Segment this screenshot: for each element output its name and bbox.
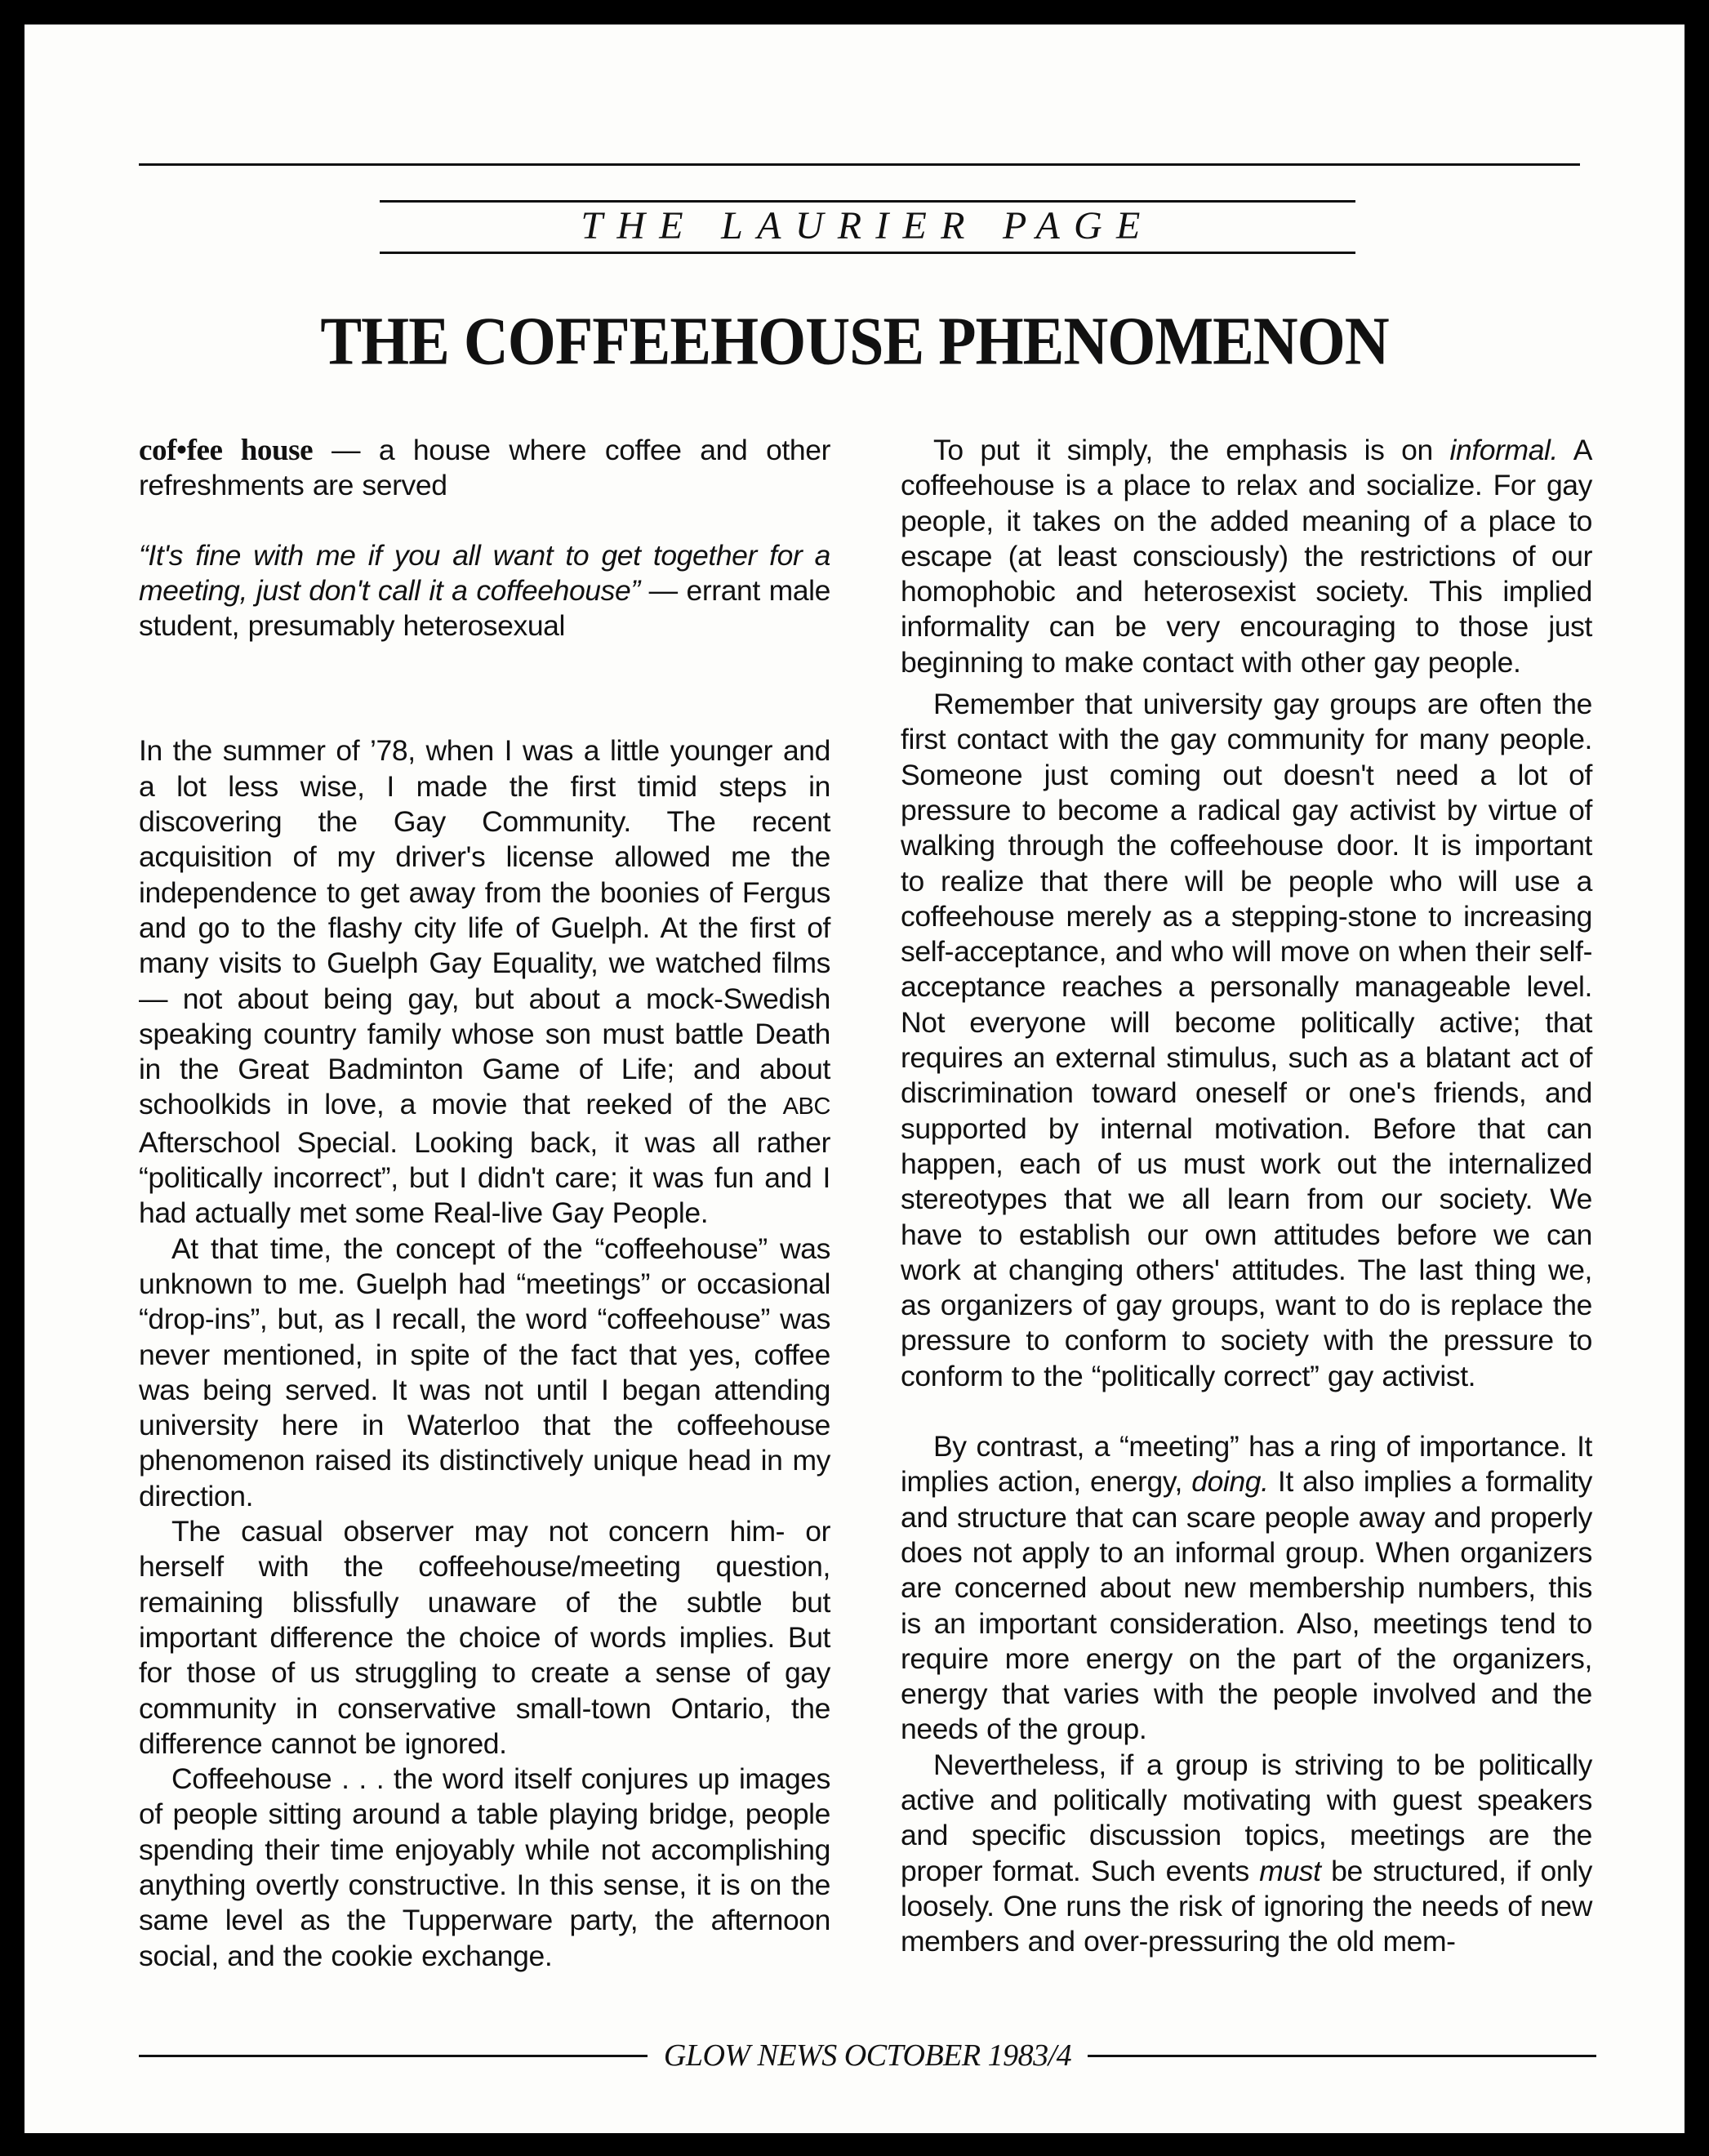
article-headline: THE COFFEEHOUSE PHENOMENON [320, 303, 1389, 380]
epigraph-attribution: — errant male student, presumably heterosexual [139, 573, 831, 643]
epigraph [139, 538, 830, 644]
section-masthead: THE LAURIER PAGE [380, 200, 1355, 254]
paragraph: The casual observer may not concern him- or herself with the coffeehouse/meeting question, remaining blissfully unaware of the subtle but important difference the choice of words implies. But for those of us struggling to create a sense of gay community in conservative small-town Ontario, the difference cannot be ignored. [139, 1515, 830, 1760]
footer-rule-left [139, 2055, 648, 2057]
footer-issue-text: GLOW NEWS OCTOBER 1983/4 [663, 2038, 1072, 2073]
paragraph: Remember that university gay groups are often the first contact with the gay community for many people. Someone just coming out doesn't need a lot of pressure to become a radical gay activist by virtue of walking through the coffeehouse door. It is important to realize that there will be people who will use a coffeehouse merely as a stepping-stone to increasing self-acceptance, and who will move on when their self-acceptance reaches a personally manageable level. Not everyone will become politically active; that requires an external stimulus, such as a blatant act of discrimination toward oneself or one's friends, and supported by internal motivation. Before that can happen, each of us must work out the internalized stereotypes that we all learn from our society. We have to establish our own attitudes before we can work at changing others' attitudes. The last thing we, as organizers of gay groups, want to do is replace the pressure to conform to society with the pressure to conform to the “politically correct” gay activist. [901, 688, 1592, 1392]
right-column [901, 433, 1592, 1959]
footer-rule-right [1088, 2055, 1596, 2057]
paragraph: By contrast, a “meeting” has a ring of importance. It implies action, energy, doing. It also implies a formality and structure that can scare people away and properly does not apply to an informal group. When organizers are concerned about new membership numbers, this is an important consideration. Also, meetings tend to require more energy on the part of the organizers, energy that varies with the people involved and the needs of the group. [901, 1430, 1592, 1746]
definition-text: — a house where coffee and other refreshments are served [139, 434, 831, 502]
newsletter-page [24, 24, 1685, 2133]
paragraph: Coffeehouse . . . the word itself conjures up images of people sitting around a table playing bridge, people spending their time enjoyably while not accomplishing anything overtly constructive. In this sense, it is on the same level as the Tupperware party, the afternoon social, and the cookie exchange. [139, 1762, 830, 1972]
page-footer [139, 2035, 1596, 2076]
top-rule [139, 163, 1580, 166]
paragraph: At that time, the concept of the “coffeehouse” was unknown to me. Guelph had “meetings” or occasional “drop-ins”, but, as I recall, the word “coffeehouse” was never mentioned, in spite of the fact that yes, coffee was being served. It was not until I began attending university here in Waterloo that the coffeehouse phenomenon raised its distinctively unique head in my direction. [139, 1232, 830, 1512]
paragraph: In the summer of ’78, when I was a little younger and a lot less wise, I made the first timid steps in discovering the Gay Community. The recent acquisition of my driver's license allowed me the independence to get away from the boonies of Fergus and go to the flashy city life of Guelph. At the first of many visits to Guelph Gay Equality, we watched films — not about being gay, but about a mock-Swedish speaking country family whose son must battle Death in the Great Badminton Game of Life; and about schoolkids in love, a movie that reeked of the ABC Afterschool Special. Looking back, it was all rather “politically incorrect”, but I didn't care; it was fun and I had actually met some Real-live Gay People. [139, 734, 830, 1230]
paragraph: Nevertheless, if a group is striving to be politically active and politically motivating with guest speakers and specific discussion topics, meetings are the proper format. Such events must be structured, if only loosely. One runs the risk of ignoring the needs of new members and over-pressuring the old mem- [901, 1748, 1592, 1958]
definition-term: cof•fee house [139, 434, 314, 467]
paragraph: To put it simply, the emphasis is on informal. A coffeehouse is a place to relax and socialize. For gay people, it takes on the added meaning of a place to escape (at least consciously) the restrictions of our homophobic and heterosexist society. This implied informality can be very encouraging to those just beginning to make contact with other gay people. [901, 434, 1592, 679]
epigraph-quote: “It's fine with me if you all want to get together for a meeting, just don't call it a coffeehouse” [139, 538, 830, 607]
dictionary-definition [139, 433, 830, 504]
left-column [139, 433, 830, 1974]
